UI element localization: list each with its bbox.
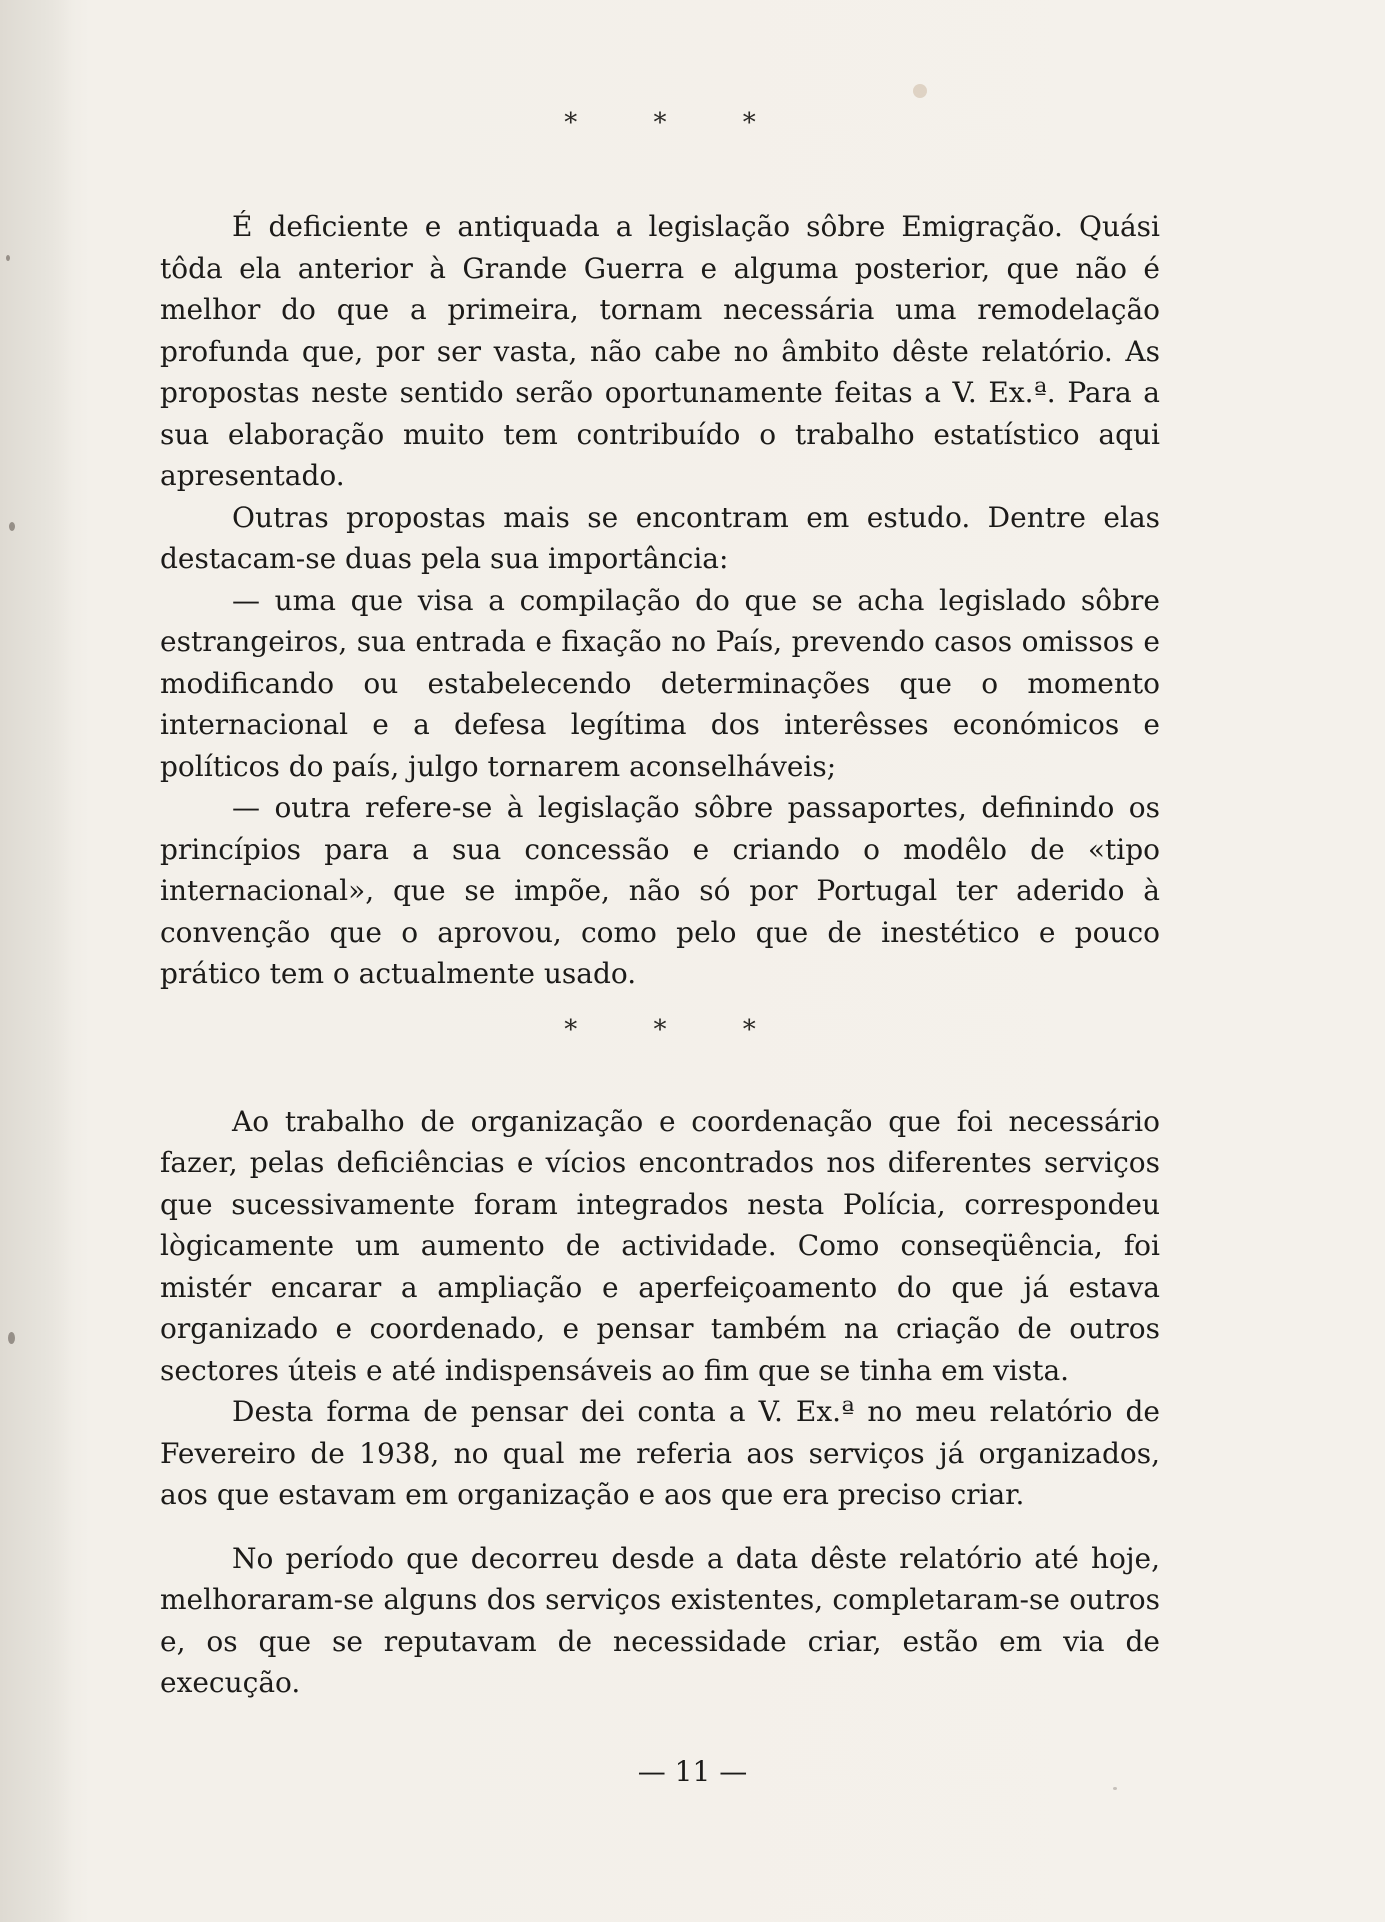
paragraph-period-since-report: No período que decorreu desde a data dêste relatório até hoje, melhoraram-se alguns dos serviços existentes, completaram-se outros e, os que se reputavam de necessidade criar, estão em via de execução.	[160, 1541, 1160, 1699]
paragraph-emigration: É deficiente e antiquada a legislação sôbre Emigração. Quási tôda ela anterior à Grande Guerra e alguma posterior, que não é melhor do que a primeira, tornam necessária uma remodelação profunda que, por ser vasta, não cabe no âmbito dêste relatório. As propostas neste sentido serão oportunamente feitas a V. Ex.ª. Para a sua elaboração muito tem contribuído o trabalho estatístico aqui apresentado.	[160, 210, 1160, 492]
paragraph-passports-proposal: — outra refere-se à legislação sôbre passaportes, definindo os princípios para a sua concessão e criando o modêlo de «tipo internacional», que se impõe, não só por Portugal ter aderido à convenção que o aprovou, como pelo que de inestético e pouco prático tem o actualmente usado.	[160, 791, 1160, 990]
document-body	[160, 110, 1160, 1704]
paragraph-other-proposals: Outras propostas mais se encontram em estudo. Dentre elas destacam-se duas pela sua importância:	[160, 500, 1160, 575]
section-separator: * * *	[564, 1014, 790, 1045]
paper-speck	[9, 522, 15, 531]
paper-speck	[913, 84, 927, 98]
page-number: — 11 —	[637, 1755, 748, 1788]
page-left-edge-shadow	[0, 0, 72, 1922]
paragraph-report-1938: Desta forma de pensar dei conta a V. Ex.ª no meu relatório de Fevereiro de 1938, no qual me referia aos serviços já organizados, aos que estavam em organização e aos que era preciso criar.	[160, 1395, 1160, 1511]
paper-speck	[6, 255, 10, 261]
paper-speck	[8, 1332, 15, 1344]
section-separator: * * *	[564, 108, 790, 138]
paragraph-foreigners-proposal: — uma que visa a compilação do que se acha legislado sôbre estrangeiros, sua entrada e fixação no País, prevendo casos omissos e modificando ou estabelecendo determinações que o momento internacional e a defesa legítima dos interêsses económicos e políticos do país, julgo tornarem aconselháveis;	[160, 583, 1160, 783]
paragraph-organization-work: Ao trabalho de organização e coordenação que foi necessário fazer, pelas deficiências e vícios encontrados nos diferentes serviços que sucessivamente foram integrados nesta Polícia, correspondeu lògicamente um aumento de actividade. Como conseqüência, foi mistér encarar a ampliação e aperfeiçoamento do que já estava organizado e coordenado, e pensar também na criação de outros sectores úteis e até indispensáveis ao fim que se tinha em vista.	[160, 1104, 1160, 1387]
